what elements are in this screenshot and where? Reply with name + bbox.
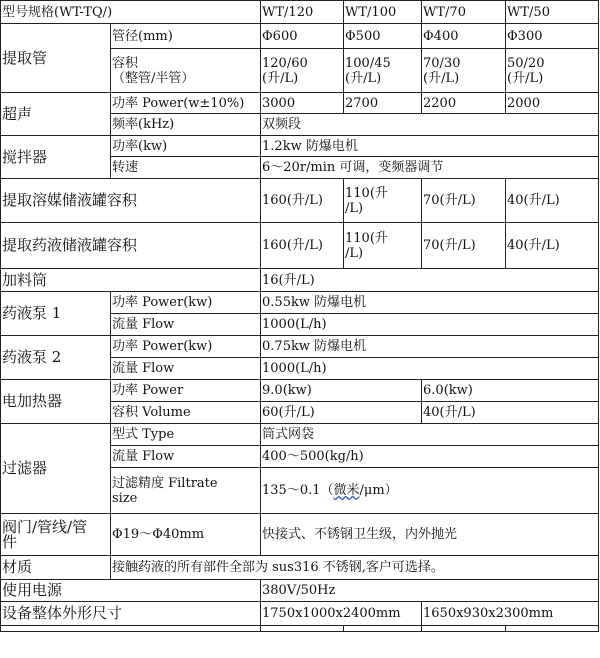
table-row	[1, 24, 599, 49]
model-header: WT/50	[506, 1, 599, 24]
model-header: WT/70	[422, 1, 506, 24]
table-row	[1, 93, 599, 114]
table-row	[1, 380, 599, 402]
table-cell: Φ500	[344, 24, 422, 49]
sub-label: 流量 Flow	[111, 446, 261, 468]
table-cell: 40(升/L)	[506, 179, 599, 223]
category-label: 超声	[1, 93, 111, 136]
table-cell: 400～500(kg/h)	[261, 446, 599, 468]
table-cell: 接触药液的所有部件全部为 sus316 不锈钢,客户可选择。	[111, 556, 599, 580]
table-cell: 0.55kw 防爆电机	[261, 292, 599, 314]
category-label: 药液泵 1	[1, 292, 111, 336]
table-cell: 40(升/L)	[422, 402, 599, 424]
table-cell: 40(升/L)	[506, 223, 599, 269]
table-cell: 50/20 (升/L)	[506, 49, 599, 93]
table-row	[1, 580, 599, 602]
sub-label: 过滤精度 Filtrate size	[111, 468, 261, 514]
model-header: WT/100	[344, 1, 422, 24]
sub-label: 流量 Flow	[111, 358, 261, 380]
table-cell: Φ400	[422, 24, 506, 49]
table-cell: 3000	[261, 93, 344, 114]
table-cell: 110(升 /L)	[344, 223, 422, 269]
table-row	[1, 424, 599, 446]
category-label: 提取溶媒储液罐容积	[1, 179, 261, 223]
table-cell: 70(升/L)	[422, 223, 506, 269]
table-cell: Φ300	[506, 24, 599, 49]
table-row	[1, 602, 599, 626]
sub-label: 管径(mm)	[111, 24, 261, 49]
table-row	[1, 269, 599, 292]
filter-size-unit: /μm）	[359, 483, 398, 498]
table-cell: 1.2kw 防爆电机	[261, 136, 599, 157]
table-cell: Φ600	[261, 24, 344, 49]
sub-label: 频率(kHz)	[111, 114, 261, 136]
category-label: 设备整体外形尺寸	[1, 602, 261, 626]
table-cell: 120/60 (升/L)	[261, 49, 344, 93]
model-header: WT/120	[261, 1, 344, 24]
table-cell	[344, 626, 422, 632]
filter-size-prefix: 135～0.1（	[262, 483, 334, 498]
table-cell: 双频段	[261, 114, 599, 136]
table-cell: 快接式、不锈钢卫生级，内外抛光	[261, 514, 599, 556]
table-row	[1, 514, 599, 556]
table-cell	[506, 626, 599, 632]
table-cell: 1000(L/h)	[261, 358, 599, 380]
table-cell: 380V/50Hz	[261, 580, 599, 602]
table-cell: 160(升/L)	[261, 223, 344, 269]
category-label: 提取管	[1, 24, 111, 93]
sub-label: 功率(kw)	[111, 136, 261, 157]
sub-label: 流量 Flow	[111, 314, 261, 336]
table-cell	[261, 626, 344, 632]
table-cell: 0.75kw 防爆电机	[261, 336, 599, 358]
table-row	[1, 136, 599, 157]
table-row	[1, 292, 599, 314]
table-cell: 1650x930x2300mm	[422, 602, 599, 626]
category-label: 使用电源	[1, 580, 261, 602]
category-label: 材质	[1, 556, 111, 580]
table-cell: 6～20r/min 可调，变频器调节	[261, 157, 599, 179]
table-cell: 6.0(kw)	[422, 380, 599, 402]
table-cell: 9.0(kw)	[261, 380, 422, 402]
table-cell	[422, 626, 506, 632]
table-cell: 2700	[344, 93, 422, 114]
category-label: 搅拌器	[1, 136, 111, 179]
table-cell	[1, 626, 261, 632]
category-label: 提取药液储液罐容积	[1, 223, 261, 269]
table-cell: 60(升/L)	[261, 402, 422, 424]
header-label: 型号规格(WT-TQ/)	[1, 1, 261, 24]
sub-label: 功率 Power(w±10%)	[111, 93, 261, 114]
category-label: 过滤器	[1, 424, 111, 514]
table-row	[1, 179, 599, 223]
sub-label: 功率 Power(kw)	[111, 292, 261, 314]
category-label: 药液泵 2	[1, 336, 111, 380]
table-cell: 160(升/L)	[261, 179, 344, 223]
table-cell	[261, 468, 599, 514]
table-cell: 1000(L/h)	[261, 314, 599, 336]
category-label: 加料筒	[1, 269, 261, 292]
table-cell: 2000	[506, 93, 599, 114]
sub-label: 功率 Power	[111, 380, 261, 402]
sub-label: 型式 Type	[111, 424, 261, 446]
table-cell: 16(升/L)	[261, 269, 599, 292]
category-label: 电加热器	[1, 380, 111, 424]
sub-label: 容积 （整管/半管）	[111, 49, 261, 93]
table-cell: 70(升/L)	[422, 179, 506, 223]
table-row	[1, 223, 599, 269]
table-cell: 110(升 /L)	[344, 179, 422, 223]
table-row	[1, 626, 599, 632]
table-cell: 70/30 (升/L)	[422, 49, 506, 93]
table-cell: 2200	[422, 93, 506, 114]
table-row	[1, 556, 599, 580]
table-row	[1, 336, 599, 358]
sub-label: 功率 Power(kw)	[111, 336, 261, 358]
table-cell: 1750x1000x2400mm	[261, 602, 422, 626]
sub-label: 转速	[111, 157, 261, 179]
category-label: 阀门/管线/管 件	[1, 514, 111, 556]
sub-label: Φ19～Φ40mm	[111, 514, 261, 556]
table-header-row	[1, 1, 599, 24]
filter-size-unit-cn: 微米	[333, 483, 360, 498]
table-cell: 100/45 (升/L)	[344, 49, 422, 93]
table-cell: 筒式网袋	[261, 424, 599, 446]
sub-label: 容积 Volume	[111, 402, 261, 424]
